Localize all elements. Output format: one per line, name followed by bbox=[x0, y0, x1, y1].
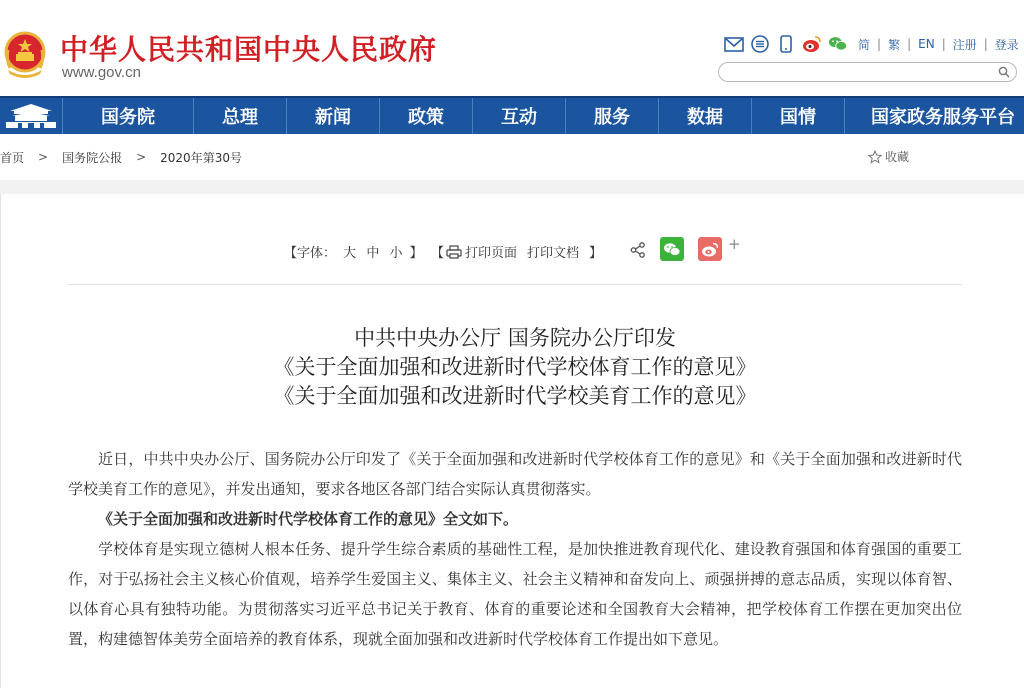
weibo-icon[interactable] bbox=[802, 34, 822, 54]
site-title[interactable]: 中华人民共和国中央人民政府 bbox=[60, 33, 438, 66]
print-control bbox=[431, 242, 602, 261]
breadcrumb-bulletin[interactable]: 国务院公报 bbox=[62, 150, 123, 165]
article-paragraph: 近日，中共中央办公厅、国务院办公厅印发了《关于全面加强和改进新时代学校体育工作的意见》和《关于全面加强和改进新时代学校美育工作的意见》，并发出通知，要求各地区各部门结合实际认真贯彻落实。 bbox=[68, 450, 962, 498]
share-wechat-button[interactable] bbox=[660, 237, 684, 261]
article-body bbox=[68, 444, 962, 654]
nav-item-services[interactable]: 服务 bbox=[565, 98, 658, 134]
lang-traditional[interactable]: 繁 bbox=[888, 37, 901, 52]
tiananmen-icon[interactable] bbox=[0, 98, 62, 134]
breadcrumb-home[interactable]: 首页 bbox=[0, 150, 25, 165]
article-paragraph: 《关于全面加强和改进新时代学校体育工作的意见》全文如下。 bbox=[98, 510, 519, 528]
top-tools bbox=[724, 34, 1019, 54]
font-size-large[interactable]: 大 bbox=[343, 246, 357, 261]
separator: | bbox=[877, 37, 882, 51]
search-box bbox=[718, 62, 1017, 82]
favorite-button[interactable] bbox=[868, 148, 909, 165]
separator: | bbox=[941, 37, 946, 51]
mail-icon[interactable] bbox=[724, 34, 744, 54]
divider bbox=[68, 284, 962, 285]
article-title-line: 《关于全面加强和改进新时代学校美育工作的意见》 bbox=[273, 384, 757, 408]
register-link[interactable]: 注册 bbox=[952, 37, 977, 52]
chevron-right-icon: > bbox=[38, 150, 49, 164]
print-document-button[interactable]: 打印文档 bbox=[527, 246, 580, 261]
lang-links bbox=[858, 36, 1019, 53]
chevron-right-icon: > bbox=[136, 150, 147, 164]
font-size-control bbox=[284, 242, 423, 261]
font-size-small[interactable]: 小 bbox=[389, 246, 403, 261]
site-url[interactable]: www.gov.cn bbox=[62, 64, 141, 81]
breadcrumb-issue[interactable]: 2020年第30号 bbox=[160, 150, 242, 165]
site-header bbox=[0, 0, 1024, 96]
article-title-line: 中共中央办公厅 国务院办公厅印发 bbox=[354, 326, 676, 350]
lang-simplified[interactable]: 简 bbox=[858, 37, 871, 52]
article-title bbox=[68, 324, 962, 411]
search-icon[interactable] bbox=[998, 66, 1010, 78]
print-page-button[interactable]: 打印页面 bbox=[465, 246, 518, 261]
nav-item-data[interactable]: 数据 bbox=[658, 98, 751, 134]
nav-item-gov-service-platform[interactable]: 国家政务服务平台 bbox=[844, 98, 1024, 134]
favorite-label: 收藏 bbox=[885, 150, 910, 164]
weibo-icon bbox=[701, 242, 719, 257]
printer-icon[interactable] bbox=[446, 245, 462, 259]
separator: | bbox=[907, 37, 912, 51]
share-icon[interactable] bbox=[629, 241, 647, 259]
print-prefix: 【 bbox=[431, 246, 445, 261]
font-size-suffix: 】 bbox=[409, 246, 423, 261]
search-input[interactable] bbox=[729, 64, 989, 80]
print-suffix: 】 bbox=[589, 246, 603, 261]
nav-item-policy[interactable]: 政策 bbox=[379, 98, 472, 134]
article-toolbar bbox=[1, 236, 1024, 264]
nav-item-interaction[interactable]: 互动 bbox=[472, 98, 565, 134]
wechat-icon bbox=[663, 242, 681, 257]
star-icon bbox=[868, 150, 882, 164]
section-gap bbox=[0, 180, 1024, 194]
share-weibo-button[interactable] bbox=[698, 237, 722, 261]
rss-icon[interactable] bbox=[750, 34, 770, 54]
nav-item-news[interactable]: 新闻 bbox=[286, 98, 379, 134]
nav-item-premier[interactable]: 总理 bbox=[193, 98, 286, 134]
national-emblem-icon[interactable] bbox=[2, 30, 48, 80]
breadcrumb bbox=[0, 134, 1024, 180]
nav-item-state-council[interactable]: 国务院 bbox=[62, 98, 193, 134]
nav-items bbox=[62, 98, 1024, 134]
article-paragraph: 学校体育是实现立德树人根本任务、提升学生综合素质的基础性工程，是加快推进教育现代化、建设教育强国和体育强国的重要工作，对于弘扬社会主义核心价值观，培养学生爱国主义、集体主义、社会主义精神和奋发向上、顽强拼搏的意志品质，实现以体育智、以体育心具有独特功能。为贯彻落实习近平总书记关于教育、体育的重要论述和全国教育大会精神，把学校体育工作摆在更加突出位置，构建德智体美劳全面培养的教育体系，现就全面加强和改进新时代学校体育工作提出如下意见。 bbox=[68, 540, 962, 648]
login-link[interactable]: 登录 bbox=[994, 37, 1019, 52]
nav-item-national-profile[interactable]: 国情 bbox=[751, 98, 844, 134]
separator: | bbox=[983, 37, 988, 51]
share-more-button[interactable]: + bbox=[728, 235, 741, 253]
mobile-icon[interactable] bbox=[776, 34, 796, 54]
font-size-prefix: 【字体： bbox=[284, 246, 337, 261]
article-title-line: 《关于全面加强和改进新时代学校体育工作的意见》 bbox=[273, 355, 757, 379]
main-nav bbox=[0, 96, 1024, 134]
font-size-medium[interactable]: 中 bbox=[366, 246, 380, 261]
wechat-icon[interactable] bbox=[828, 34, 848, 54]
lang-english[interactable]: EN bbox=[918, 37, 935, 51]
article-container bbox=[0, 194, 1024, 688]
